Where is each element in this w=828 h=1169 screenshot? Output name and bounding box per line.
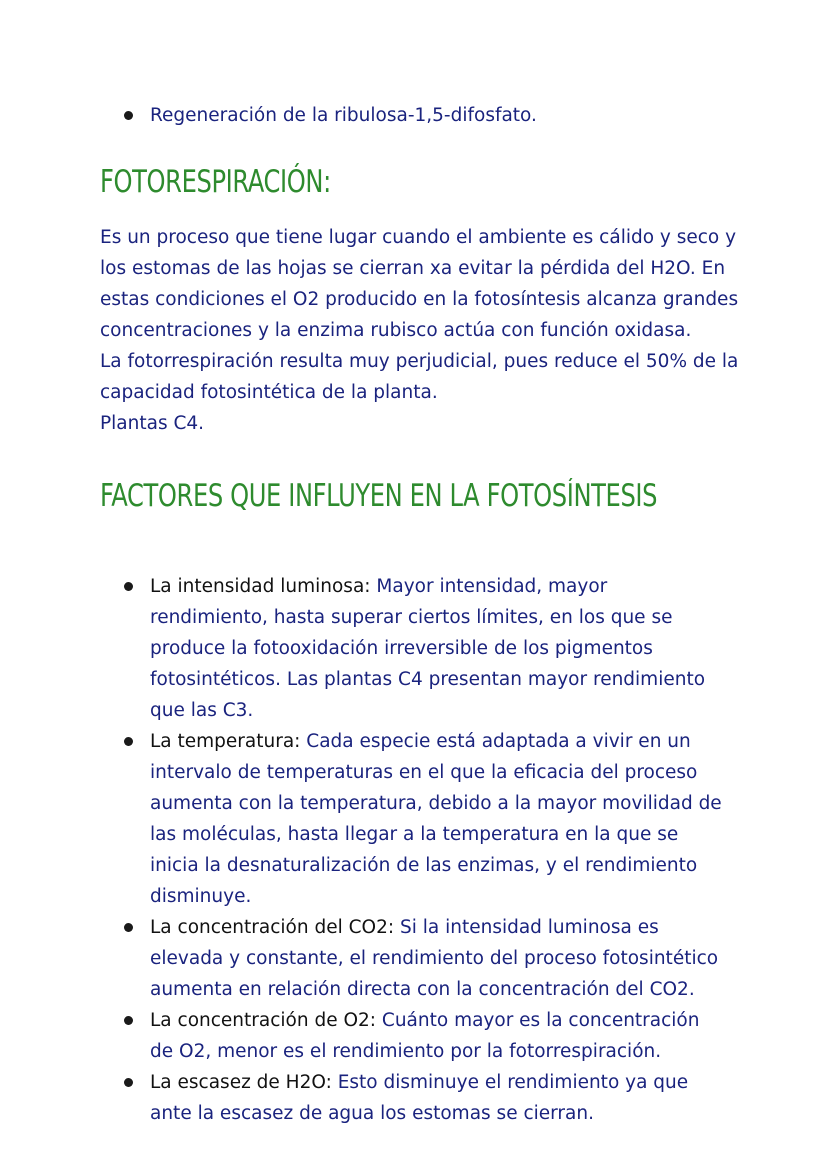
- list-item: [0, 726, 828, 912]
- section-heading-factores: FACTORES QUE INFLUYEN EN LA FOTOSÍNTESIS: [100, 478, 658, 514]
- section-heading-fotorrespiracion: FOTORESPIRACIÓN:: [100, 164, 331, 200]
- list-item-text: Regeneración de la ribulosa-1,5-difosfato.: [150, 105, 537, 126]
- factor-term: La intensidad luminosa:: [150, 576, 377, 597]
- factor-text: Cada especie está adaptada a vivir en un intervalo de temperaturas en el que la eficacia del proceso aumenta con la temperatura, debido a la mayor movilidad de las moléculas, hasta llegar a la temperatura en la que se inicia la desnaturalización de las enzimas, y el rendimiento disminuye.: [150, 731, 722, 907]
- paragraph: La fotorrespiración resulta muy perjudicial, pues reduce el 50% de la capacidad fotosintética de la planta.: [100, 351, 739, 403]
- factor-term: La concentración de O2:: [150, 1010, 382, 1031]
- paragraph: Es un proceso que tiene lugar cuando el ambiente es cálido y seco y los estomas de las hojas se cierran xa evitar la pérdida del H2O. En estas condiciones el O2 producido en la fotosíntesis alcanza grandes concentraciones y la enzima rubisco actúa con función oxidasa.: [100, 227, 739, 341]
- bullet-icon: [124, 582, 133, 591]
- factor-text: Esto disminuye el rendimiento ya que ante la escasez de agua los estomas se cierran.: [150, 1072, 689, 1124]
- list-item: [0, 912, 828, 1005]
- bullet-icon: [124, 737, 133, 746]
- list-item: [0, 1005, 828, 1067]
- factor-term: La escasez de H2O:: [150, 1072, 338, 1093]
- bullet-icon: [124, 1016, 133, 1025]
- factor-text: Cuánto mayor es la concentración de O2, menor es el rendimiento por la fotorrespiración.: [150, 1010, 700, 1062]
- factor-term: La concentración del CO2:: [150, 917, 400, 938]
- factor-text: Si la intensidad luminosa es elevada y constante, el rendimiento del proceso fotosintético aumenta en relación directa con la concentración del CO2.: [150, 917, 719, 1000]
- bullet-icon: [124, 923, 133, 932]
- list-item: [0, 1067, 828, 1129]
- fotorrespiracion-body: [100, 222, 740, 439]
- factor-term: La temperatura:: [150, 731, 307, 752]
- bullet-icon: [124, 1078, 133, 1087]
- bullet-icon: [124, 111, 133, 120]
- factors-list: [0, 571, 828, 1129]
- paragraph: Plantas C4.: [100, 413, 205, 434]
- list-item: [0, 100, 828, 131]
- factor-text: Mayor intensidad, mayor rendimiento, hasta superar ciertos límites, en los que se produce la fotooxidación irreversible de los pigmentos fotosintéticos. Las plantas C4 presentan mayor rendimiento que las C3.: [150, 576, 706, 721]
- top-bullet-list: [0, 100, 828, 131]
- list-item: [0, 571, 828, 726]
